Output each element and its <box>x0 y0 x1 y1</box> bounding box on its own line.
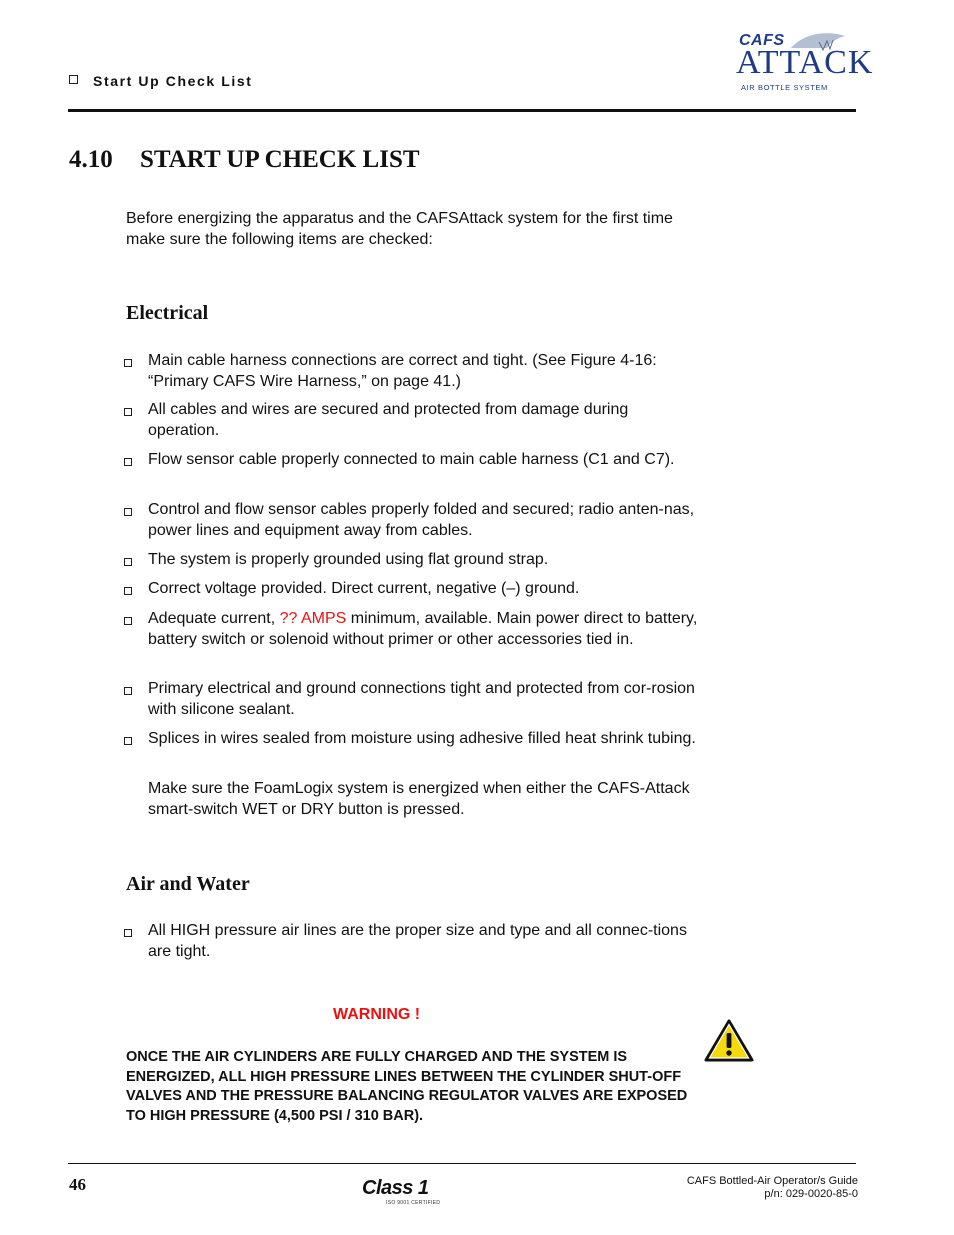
checkbox-icon[interactable] <box>124 458 132 466</box>
checkbox-icon[interactable] <box>124 359 132 367</box>
checklist-item-text: Flow sensor cable properly connected to main cable harness (C1 and C7). <box>148 451 675 468</box>
current-text-before: Adequate current, <box>148 610 280 627</box>
checkbox-icon[interactable] <box>124 508 132 516</box>
air-water-heading: Air and Water <box>126 873 250 895</box>
header-rule <box>68 109 856 112</box>
section-number: 4.10 <box>69 146 113 173</box>
guide-title: CAFS Bottled-Air Operator/s Guide <box>686 1175 858 1187</box>
logo-attack-text: ATTACK <box>736 44 874 81</box>
checkbox-icon[interactable] <box>124 587 132 595</box>
section-title: START UP CHECK LIST <box>140 146 420 173</box>
class1-logo <box>360 1177 455 1211</box>
warning-triangle-icon <box>704 1019 754 1063</box>
logo-subtitle: AIR BOTTLE SYSTEM <box>741 83 828 92</box>
foamlogix-note: Make sure the FoamLogix system is energized when either the CAFS-Attack smart-switch WET or DRY button is pressed. <box>148 780 690 818</box>
checkbox-icon[interactable] <box>124 929 132 937</box>
checkbox-icon[interactable] <box>124 558 132 566</box>
checklist-item-text: The system is properly grounded using flat ground strap. <box>148 551 549 568</box>
checklist-item-text: Primary electrical and ground connections tight and protected from cor-rosion with silicone sealant. <box>148 680 695 718</box>
checklist-item-text: All cables and wires are secured and protected from damage during operation. <box>148 401 629 439</box>
checkbox-icon[interactable] <box>124 617 132 625</box>
cafs-attack-logo <box>733 28 874 98</box>
intro-paragraph: Before energizing the apparatus and the CAFSAttack system for the first time make sure the following items are checked: <box>126 210 673 248</box>
checkbox-bullet-icon <box>69 75 78 84</box>
electrical-heading: Electrical <box>126 302 209 324</box>
checklist-item-text: Correct voltage provided. Direct current, negative (–) ground. <box>148 580 580 597</box>
checkbox-icon[interactable] <box>124 408 132 416</box>
checklist-item-text: Control and flow sensor cables properly folded and secured; radio anten-nas, power lines and equipment away from cables. <box>148 501 695 539</box>
checklist-item-text: Splices in wires sealed from moisture using adhesive filled heat shrink tubing. <box>148 730 696 747</box>
amps-placeholder: ?? AMPS <box>279 610 347 627</box>
checklist-item-text: Main cable harness connections are correct and tight. (See Figure 4-16: “Primary CAFS Wire Harness,” on page 41.) <box>148 352 657 390</box>
checkbox-icon[interactable] <box>124 737 132 745</box>
checklist-item-text <box>148 609 700 650</box>
class1-wordmark: Class 1 <box>362 1177 429 1199</box>
checklist-item-text: All HIGH pressure air lines are the proper size and type and all connec-tions are tight. <box>148 922 687 960</box>
page-number: 46 <box>69 1175 86 1194</box>
running-header: Start Up Check List <box>93 73 253 89</box>
footer-rule <box>68 1163 856 1164</box>
warning-title: WARNING ! <box>333 1006 421 1023</box>
logo-cafs-text: CAFS <box>739 32 785 49</box>
warning-body: ONCE THE AIR CYLINDERS ARE FULLY CHARGED AND THE SYSTEM IS ENERGIZED, ALL HIGH PRESSURE LINES BETWEEN THE CYLINDER SHUT-OFF VALVES AND THE PRESSURE BALANCING REGULATOR VALVES ARE EXPOSED TO HIGH PRESSURE (4,500 PSI / 310 BAR). <box>126 1049 688 1124</box>
page-title <box>69 146 420 174</box>
checkbox-icon[interactable] <box>124 687 132 695</box>
part-number: p/n: 029-0020-85-0 <box>764 1188 858 1200</box>
iso-certified-text: ISO 9001 CERTIFIED <box>386 1200 441 1206</box>
footer-guide-info <box>687 1175 858 1201</box>
current-text-after: minimum, available. Main power direct to battery, battery switch or solenoid without primer or other accessories tied in. <box>148 610 698 648</box>
